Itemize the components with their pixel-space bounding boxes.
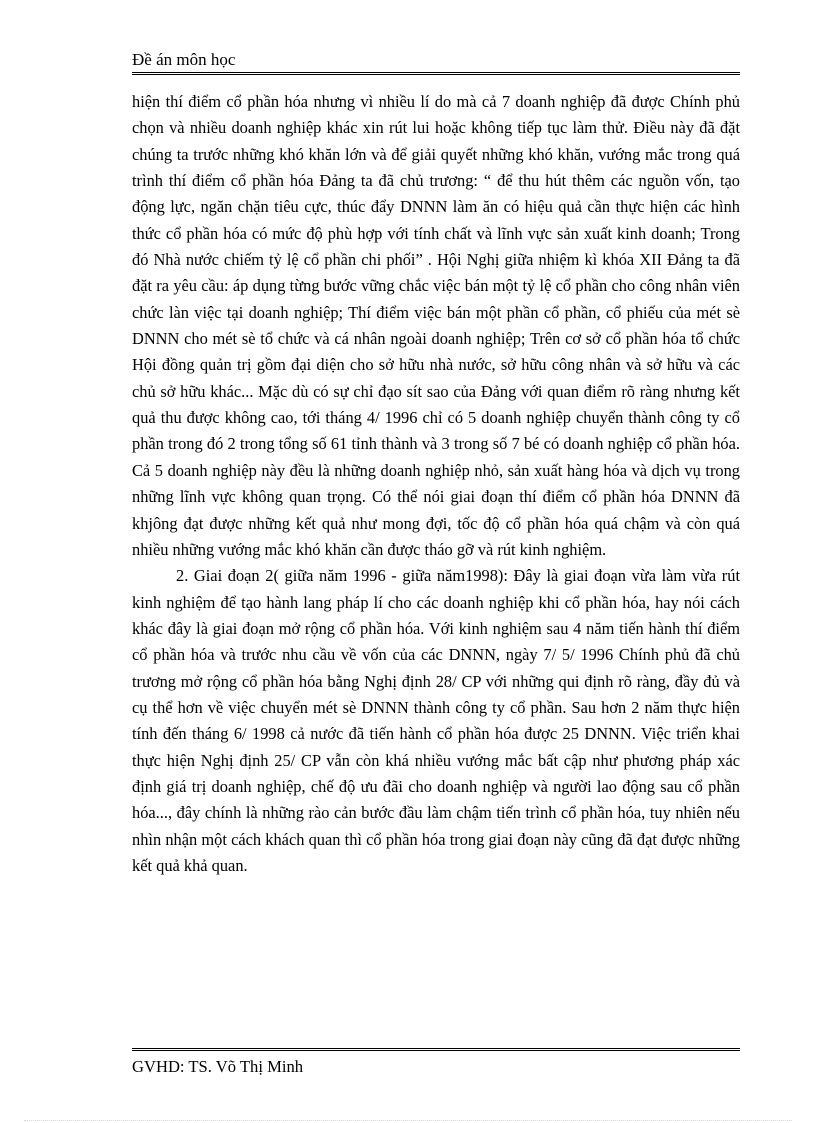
page-edge-divider	[24, 1120, 792, 1121]
document-body	[132, 89, 740, 879]
document-title: Đề án môn học	[132, 50, 236, 69]
page-footer	[132, 1048, 740, 1077]
paragraph-2: 2. Giai đoạn 2( giữa năm 1996 - giữa năm1998): Đây là giai đoạn vừa làm vừa rút kinh nghiệm để tạo hành lang pháp lí cho các doanh nghiệp khi cổ phần hóa, hay nói cách khác đây là giai đoạn mở rộng cổ phần hóa. Với kinh nghiệm sau 4 năm tiến hành thí điểm cổ phần hóa và trước nhu cầu về vốn của các DNNN, ngày 7/ 5/ 1996 Chính phủ đã chủ trương mở rộng cổ phần hóa bằng Nghị định 28/ CP với những qui định rõ ràng, đầy đủ và cụ thể hơn về việc chuyển mét sè DNNN thành công ty cổ phần. Sau hơn 2 năm thực hiện tính đến tháng 6/ 1998 cả nước đã tiến hành cổ phần hóa được 25 DNNN. Việc triển khai thực hiện Nghị định 25/ CP vẫn còn khá nhiều vướng mắc bất cập như phương pháp xác định giá trị doanh nghiệp, chế độ ưu đãi cho doanh nghiệp và người lao động sau cổ phần hóa..., đây chính là những rào cản bước đầu làm chậm tiến trình cổ phần hóa, tuy nhiên nếu nhìn nhận một cách khách quan thì cổ phần hóa trong giai đoạn này cũng đã đạt được những kết quả khả quan.	[132, 566, 740, 875]
page-header	[132, 50, 740, 75]
paragraph-1: hiện thí điểm cổ phần hóa nhưng vì nhiều lí do mà cả 7 doanh nghiệp đã được Chính phủ chọn và nhiều doanh nghiệp khác xin rút lui hoặc không tiếp tục làm thử. Điều này đã đặt chúng ta trước những khó khăn lớn và để giải quyết những khó khăn, vướng mắc trong quá trình thí điểm cổ phần hóa Đảng ta đã chủ trương: “ để thu hút thêm các nguồn vốn, tạo động lực, ngăn chặn tiêu cực, thúc đẩy DNNN làm ăn có hiệu quả cần thực hiện các hình thức cổ phần hóa có mức độ phù hợp với tính chất và lĩnh vực sản xuất kinh doanh; Trong đó Nhà nước chiếm tỷ lệ cổ phần chi phối” . Hội Nghị giữa nhiệm kì khóa XII Đảng ta đã đặt ra yêu cầu: áp dụng từng bước vững chắc việc bán một tỷ lệ cổ phần cho công nhân viên chức làn việc tại doanh nghiệp; Thí điểm việc bán một phần cổ phần, cổ phiếu của mét sè DNNN cho mét sè tổ chức và cá nhân ngoài doanh nghiệp; Trên cơ sở cổ phần hóa tổ chức Hội đồng quản trị gồm đại diện cho sở hữu nhà nước, sở hữu công nhân và sở hữu và các chủ sở hữu khác... Mặc dù có sự chỉ đạo sít sao của Đảng với quan điểm rõ ràng nhưng kết quả thu được không cao, tới tháng 4/ 1996 chỉ có 5 doanh nghiệp chuyển thành công ty cổ phần trong đó 2 trong tổng số 61 tỉnh thành và 3 trong số 7 bé có doanh nghiệp cổ phần hóa. Cả 5 doanh nghiệp này đều là những doanh nghiệp nhỏ, sản xuất hàng hóa và dịch vụ trong những lĩnh vực không quan trọng. Có thể nói giai đoạn thí điểm cổ phần hóa DNNN đã khjông đạt được những kết quả như mong đợi, tốc độ cổ phần hóa quá chậm và còn quá nhiều những vướng mắc khó khăn cần được tháo gỡ và rút kinh nghiệm.	[132, 92, 740, 559]
supervisor-credit: GVHD: TS. Võ Thị Minh	[132, 1057, 304, 1076]
header-divider	[132, 72, 740, 75]
